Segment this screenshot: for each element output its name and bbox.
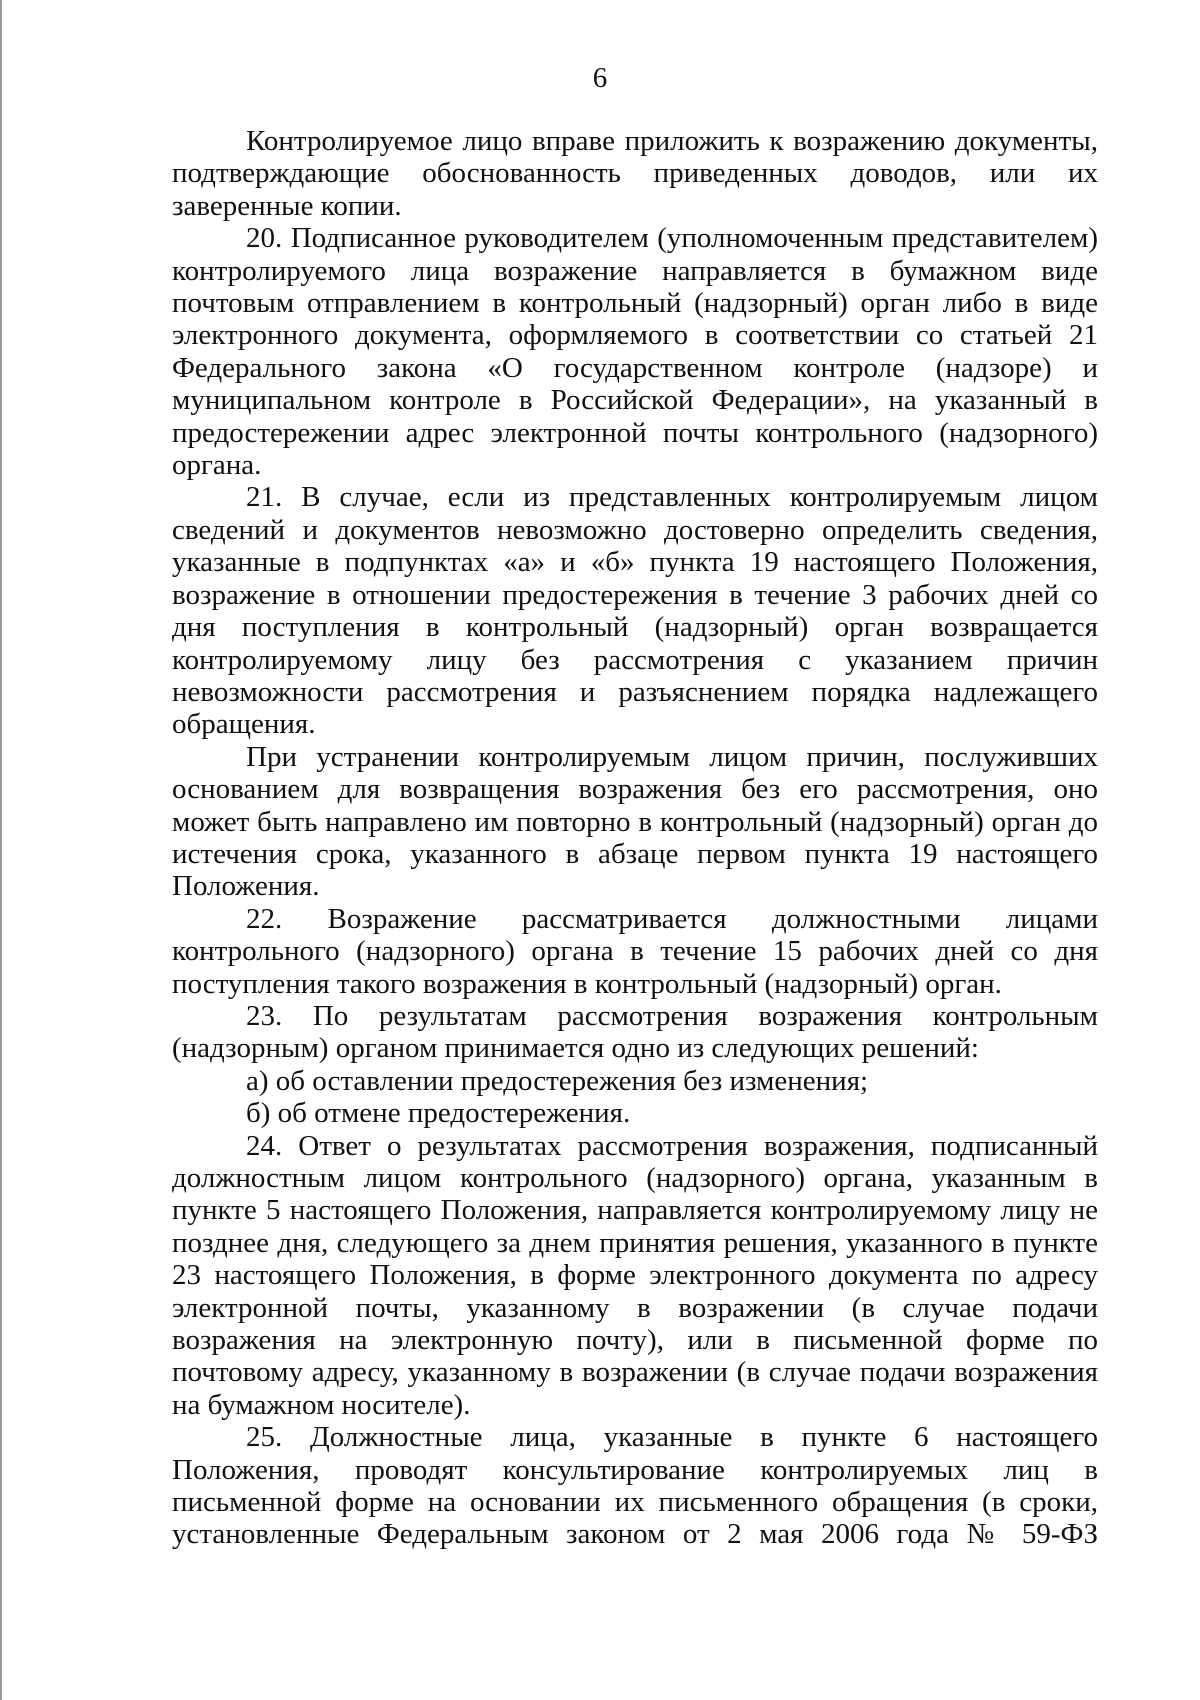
paragraph-option-a: а) об оставлении предостережения без изменения;	[246, 1064, 869, 1097]
paragraph-clause-20: 20. Подписанное руководителем (уполномоченным представителем) контролируемого лица возражение направляется в бумажном виде почтовым отправлением в контрольный (надзорный) орган либо в виде электронного документа, оформляемого в соответствии со статьей 21 Федерального закона «О государственном контроле (надзоре) и муниципальном контроле в Российской Федерации», на указанный в предостережении адрес электронной почты контрольного (надзорного) органа.	[172, 222, 1098, 482]
paragraph-attach-documents: Контролируемое лицо вправе приложить к возражению документы, подтверждающие обоснованность приведенных доводов, или их заверенные копии.	[172, 125, 1098, 222]
paragraph-clause-21: 21. В случае, если из представленных контролируемым лицом сведений и документов невозможно достоверно определить сведения, указанные в подпунктах «а» и «б» пункта 19 настоящего Положения, возражение в отношении предостережения в течение 3 рабочих дней со дня поступления в контрольный (надзорный) орган возвращается контролируемому лицу без рассмотрения с указанием причин невозможности рассмотрения и разъяснением порядка надлежащего обращения.	[172, 481, 1098, 741]
scan-edge-line	[0, 0, 2, 1700]
paragraph-clause-24: 24. Ответ о результатах рассмотрения возражения, подписанный должностным лицом контрольного (надзорного) органа, указанным в пункте 5 настоящего Положения, направляется контролируемому лицу не позднее дня, следующего за днем принятия решения, указанного в пункте 23 настоящего Положения, в форме электронного документа по адресу электронной почты, указанному в возражении (в случае подачи возражения на электронную почту), или в письменной форме по почтовому адресу, указанному в возражении (в случае подачи возражения на бумажном носителе).	[172, 1129, 1098, 1421]
paragraph-clause-25: 25. Должностные лица, указанные в пункте 6 настоящего Положения, проводят консультирование контролируемых лиц в письменной форме на основании их письменного обращения (в сроки, установленные Федеральным законом от 2 мая 2006 года № 59-ФЗ	[172, 1421, 1098, 1551]
paragraph-option-b: б) об отмене предостережения.	[246, 1097, 631, 1130]
paragraph-clause-23: 23. По результатам рассмотрения возражения контрольным (надзорным) органом принимается одно из следующих решений:	[172, 999, 1098, 1065]
page-number: 6	[592, 62, 608, 94]
paragraph-resubmission: При устранении контролируемым лицом причин, послуживших основанием для возвращения возражения без его рассмотрения, оно может быть направлено им повторно в контрольный (надзорный) орган до истечения срока, указанного в абзаце первом пункта 19 настоящего Положения.	[172, 740, 1098, 903]
paragraph-clause-22: 22. Возражение рассматривается должностными лицами контрольного (надзорного) органа в течение 15 рабочих дней со дня поступления такого возражения в контрольный (надзорный) орган.	[172, 902, 1098, 1000]
document-body	[172, 125, 1098, 1551]
